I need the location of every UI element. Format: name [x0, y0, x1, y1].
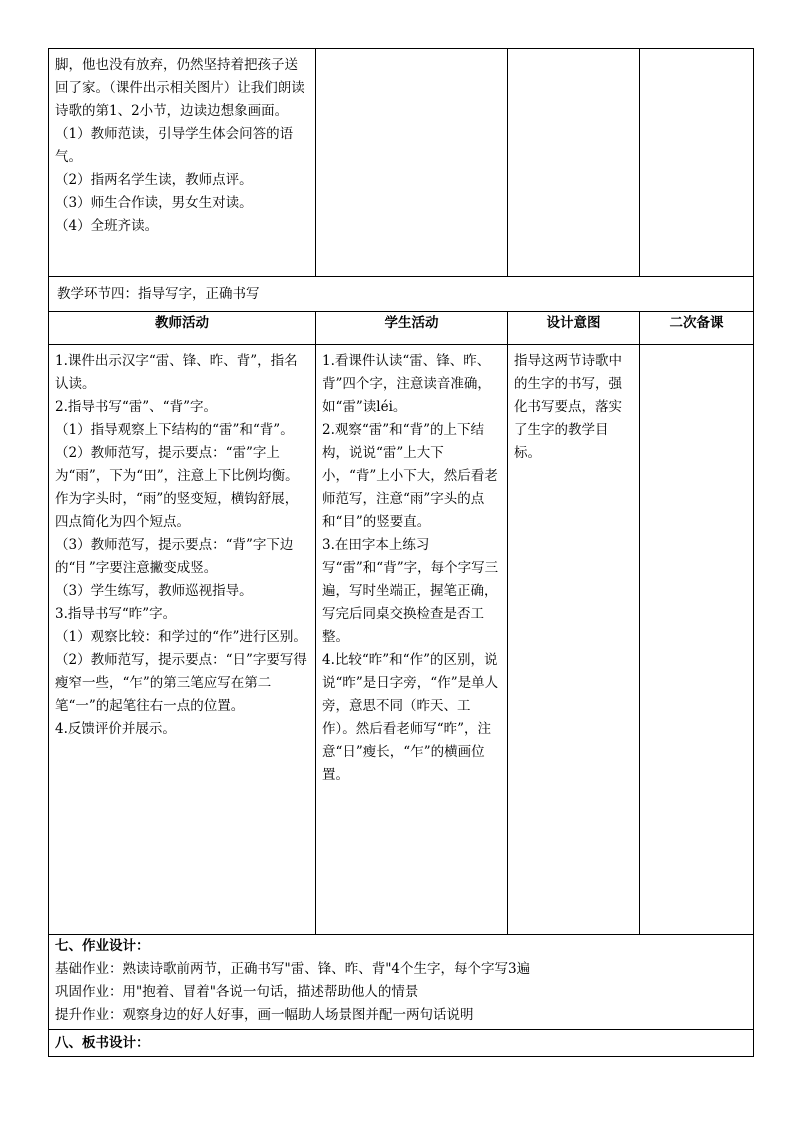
teacher-line: （1）指导观察上下结构的“雷”和“背”。 — [55, 422, 294, 438]
homework-row — [49, 935, 754, 1030]
continued-line: （4）全班齐读。 — [55, 218, 159, 234]
column-header-row — [49, 312, 754, 345]
second-prep-cell — [640, 345, 754, 935]
header-intent: 设计意图 — [508, 312, 640, 345]
continued-line: （3）师生合作读，男女生对读。 — [55, 195, 253, 211]
teacher-line: （3）学生练写，教师巡视指导。 — [55, 583, 253, 599]
activity-row — [49, 345, 754, 935]
student-line: 3.在田字本上练习写“雷”和“背”字，每个字写三遍，写时坐端正，握笔正确，写完后同桌交换检查是否工整。 — [322, 537, 499, 645]
teacher-line: （2）教师范写，提示要点：“雷”字上为“雨”，下为“田”，注意上下比例均衡。作为字头时，“雨”的竖变短，横钩舒展，四点简化为四个短点。 — [55, 445, 299, 530]
continued-line: （2）指两名学生读，教师点评。 — [55, 172, 253, 188]
board-row — [49, 1030, 754, 1057]
continued-intent-cell — [508, 49, 640, 277]
section4-row — [49, 277, 754, 312]
homework-line: 提升作业：观察身边的好人好事，画一幅助人场景图并配一两句话说明 — [55, 1007, 474, 1023]
teacher-line: 3.指导书写“昨”字。 — [55, 606, 177, 622]
continued-notes-cell — [640, 49, 754, 277]
teacher-line: （1）观察比较：和学过的“作”进行区别。 — [55, 629, 307, 645]
student-line: 1.看课件认读“雷、锋、昨、背”四个字，注意读音准确，如“雷”读léi。 — [322, 353, 491, 415]
lesson-plan-table — [48, 48, 754, 1057]
homework-title: 七、作业设计： — [55, 938, 150, 954]
homework-line: 基础作业：熟读诗歌前两节，正确书写"雷、锋、昨、背"4个生字，每个字写3遍 — [55, 961, 531, 977]
header-notes: 二次备课 — [640, 312, 754, 345]
header-student: 学生活动 — [316, 312, 508, 345]
teacher-line: 4.反馈评价并展示。 — [55, 721, 176, 737]
homework-cell — [49, 935, 754, 1030]
continued-teacher-cell — [49, 49, 316, 277]
continued-line: 脚，他也没有放弃，仍然坚持着把孩子送回了家。（课件出示相关图片）让我们朗读诗歌的第1、2小节，边读边想象画面。 — [55, 57, 305, 119]
teacher-line: 2.指导书写“雷”、“背”字。 — [55, 399, 217, 415]
continued-line: （1）教师范读，引导学生体会问答的语气。 — [55, 126, 294, 165]
student-activity-cell — [316, 345, 508, 935]
student-line: 4.比较“昨”和“作”的区别，说说“昨”是日字旁，“作”是单人旁，意思不同（昨天、工作）。然后看老师写“昨”，注意“日”瘦长，“乍”的横画位置。 — [322, 652, 499, 783]
continued-student-cell — [316, 49, 508, 277]
student-line: 2.观察“雷”和“背”的上下结构，说说“雷”上大下小，“背”上小下大，然后看老师范写，注意“雨”字头的点和“目”的竖要直。 — [322, 422, 498, 530]
homework-line: 巩固作业：用"抱着、冒着"各说一句话，描述帮助他人的情景 — [55, 984, 419, 1000]
design-intent-cell — [508, 345, 640, 935]
teacher-activity-cell — [49, 345, 316, 935]
teacher-line: 1.课件出示汉字“雷、锋、昨、背”，指名认读。 — [55, 353, 298, 392]
intent-text: 指导这两节诗歌中的生字的书写，强化书写要点，落实了生字的教学目标。 — [514, 353, 622, 461]
teacher-line: （2）教师范写，提示要点：“日”字要写得瘦窄一些，“乍”的第三笔应写在第二笔“一”的起笔往右一点的位置。 — [55, 652, 307, 714]
section4-title: 教学环节四：指导写字，正确书写 — [49, 277, 754, 312]
board-cell — [49, 1030, 754, 1057]
continued-row — [49, 49, 754, 277]
board-title: 八、板书设计： — [55, 1034, 150, 1051]
teacher-line: （3）教师范写，提示要点：“背”字下边的“⺝”字要注意撇变成竖。 — [55, 537, 294, 576]
header-teacher: 教师活动 — [49, 312, 316, 345]
